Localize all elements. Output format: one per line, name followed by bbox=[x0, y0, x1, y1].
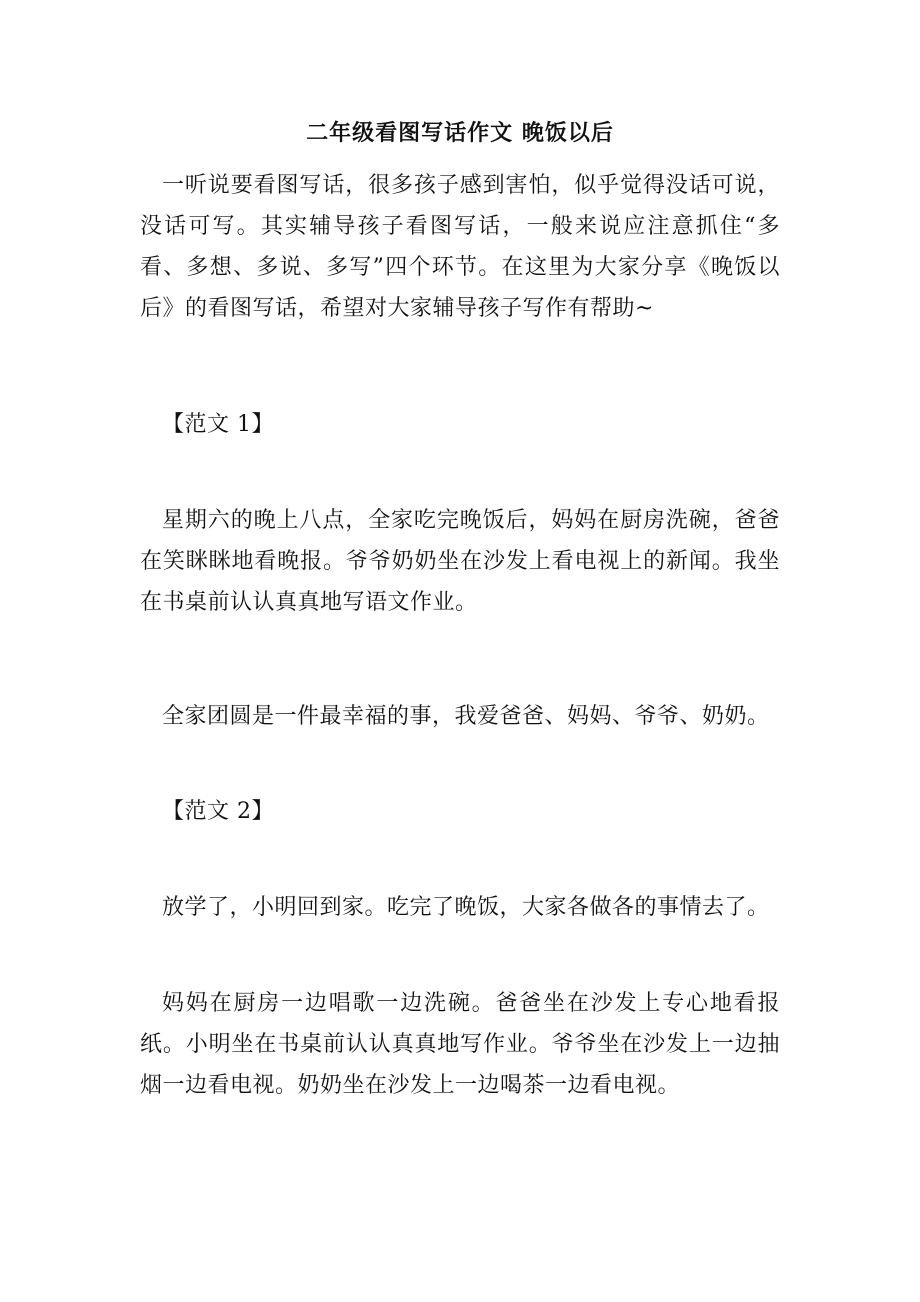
document-title: 二年级看图写话作文 晚饭以后 bbox=[306, 120, 614, 146]
sample-1-heading: 【范文 1】 bbox=[162, 412, 274, 437]
sample-1-paragraph-1: 星期六的晚上八点，全家吃完晚饭后，妈妈在厨房洗碗，爸爸在笑眯眯地看晚报。爷爷奶奶坐在沙发上看电视上的新闻。我坐在书桌前认认真真地写语文作业。 bbox=[140, 508, 780, 615]
sample-1-paragraph-2: 全家团圆是一件最幸福的事，我爱爸爸、妈妈、爷爷、奶奶。 bbox=[162, 704, 770, 729]
intro-paragraph: 一听说要看图写话，很多孩子感到害怕，似乎觉得没话可说，没话可写。其实辅导孩子看图写话，一般来说应注意抓住“多看、多想、多说、多写”四个环节。在这里为大家分享《晚饭以后》的看图写话，希望对大家辅导孩子写作有帮助~ bbox=[140, 173, 780, 321]
sample-2-paragraph-1: 放学了，小明回到家。吃完了晚饭，大家各做各的事情去了。 bbox=[162, 895, 770, 920]
sample-2-heading: 【范文 2】 bbox=[162, 799, 274, 824]
sample-2-paragraph-2: 妈妈在厨房一边唱歌一边洗碗。爸爸坐在沙发上专心地看报纸。小明坐在书桌前认认真真地写作业。爷爷坐在沙发上一边抽烟一边看电视。奶奶坐在沙发上一边喝茶一边看电视。 bbox=[140, 991, 780, 1098]
